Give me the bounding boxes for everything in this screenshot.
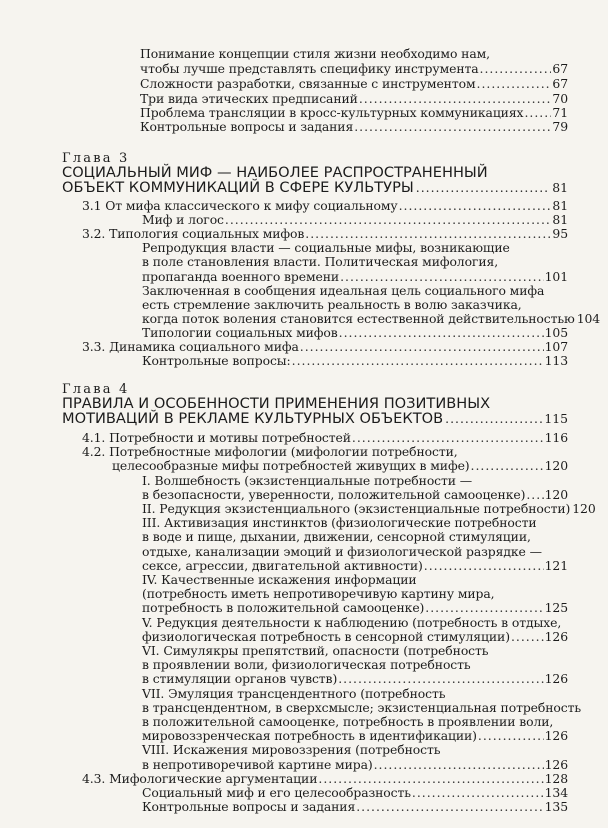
toc-entry-page: 113: [544, 353, 568, 368]
toc-entry: [142, 311, 601, 326]
toc-line: Репродукция власти — социальные мифы, возникающие: [142, 240, 510, 255]
toc-entry-title: Контрольные вопросы:: [142, 353, 291, 368]
toc-entry: [142, 488, 568, 502]
toc-line: I. Волшебность (экзистенциальные потребности —: [142, 473, 473, 488]
toc-line: Понимание концепции стиля жизни необходимо нам,: [140, 46, 490, 61]
toc-entry-title: сексе, агрессии, двигательной активности): [142, 558, 423, 573]
toc-entry-page: 121: [544, 558, 568, 573]
toc-entry-page: 71: [552, 105, 568, 120]
toc-entry: [82, 199, 568, 213]
toc-entry: [112, 459, 568, 473]
toc-entry-page: 126: [544, 629, 568, 644]
toc-line: отдыхе, канализации эмоций и физиологической разрядке —: [142, 544, 542, 559]
toc-entry-title: II. Редукция экзистенциального (экзистенциальные потребности): [142, 501, 571, 516]
toc-entry: [140, 77, 568, 91]
toc-entry: [82, 227, 568, 241]
toc-entry: [82, 431, 568, 445]
toc-entry-title: потребность в положительной самооценке): [142, 600, 425, 615]
toc-entry: [142, 354, 568, 368]
toc-entry-page: 81: [552, 198, 568, 213]
toc-entry-page: 107: [544, 339, 568, 354]
toc-entry: [140, 62, 568, 76]
toc-entry-title: Три вида этических предписаний: [140, 91, 358, 106]
toc-entry-page: 120: [544, 487, 568, 502]
toc-entry: [142, 758, 568, 772]
toc-line: 4.2. Потребностные мифологии (мифологии потребности,: [82, 444, 458, 459]
toc-entry-page: 120: [544, 458, 568, 473]
toc-entry-title: 4.1. Потребности и мотивы потребностей: [82, 430, 351, 445]
toc-entry-title: когда поток воления становится естественной действительностью: [142, 311, 575, 326]
chapter-title: ОБЪЕКТ КОММУНИКАЦИЙ В СФЕРЕ КУЛЬТУРЫ: [62, 179, 414, 196]
toc-entry-page: 104: [576, 311, 601, 326]
toc-line: VI. Симулякры препятствий, опасности (потребность: [142, 643, 489, 658]
toc-entry-page: 120: [572, 501, 596, 516]
toc-entry: [142, 326, 568, 340]
toc-entry-page: 67: [552, 76, 568, 91]
toc-line: IV. Качественные искажения информации: [142, 572, 417, 587]
toc-entry-title: физиологическая потребность в сенсорной стимуляции): [142, 629, 510, 644]
toc-entry-page: 67: [552, 61, 568, 76]
toc-entry-title: пропаганда военного времени: [142, 269, 340, 284]
toc-line: (потребность иметь непротиворечивую картину мира,: [142, 586, 495, 601]
toc-line: в положительной самооценке, потребность в проявлении воли,: [142, 714, 554, 729]
toc-entry: [82, 340, 568, 354]
toc-entry-page: 128: [544, 771, 568, 786]
toc-entry: [142, 270, 568, 284]
toc-entry-page: 116: [544, 430, 568, 445]
chapter-title: МОТИВАЦИЙ В РЕКЛАМЕ КУЛЬТУРНЫХ ОБЪЕКТОВ: [62, 410, 444, 427]
toc-entry: [140, 92, 568, 106]
toc-entry: [142, 729, 568, 743]
toc-entry-page: 115: [544, 411, 568, 426]
toc-line: в поле становления власти. Политическая мифология,: [142, 254, 499, 269]
toc-line: есть стремление заключить реальность в волю заказчика,: [142, 297, 522, 312]
toc-line: VIII. Искажения мировоззрения (потребность: [142, 742, 441, 757]
chapter-title: СОЦИАЛЬНЫЙ МИФ — НАИБОЛЕЕ РАСПРОСТРАНЕННЫЙ: [62, 164, 488, 181]
toc-entry-page: 101: [544, 269, 568, 284]
toc-entry-title: Контрольные вопросы и задания: [142, 799, 356, 814]
chapter-label: Глава 3: [62, 151, 130, 166]
toc-entry-title: Миф и логос: [142, 212, 224, 227]
toc-entry: [140, 120, 568, 134]
toc-line: в проявлении воли, физиологическая потребность: [142, 657, 471, 672]
toc-entry-title: Типологии социальных мифов: [142, 325, 338, 340]
toc-entry-page: 79: [552, 119, 568, 134]
chapter-title-entry: [62, 410, 568, 427]
toc-entry-title: чтобы лучше представлять специфику инструмента: [140, 61, 479, 76]
toc-entry-title: Контрольные вопросы и задания: [140, 119, 354, 134]
toc-entry: [142, 213, 568, 227]
toc-entry: [142, 501, 596, 516]
toc-entry-title: 3.1 От мифа классического к мифу социальному: [82, 198, 398, 213]
toc-entry-page: 105: [544, 325, 568, 340]
toc-entry: [82, 772, 568, 786]
toc-line: VII. Эмуляция трансцендентного (потребность: [142, 686, 446, 701]
toc-entry-title: мировоззренческая потребность в идентификации): [142, 728, 477, 743]
toc-entry: [142, 786, 568, 800]
toc-entry-title: в стимуляции органов чувств): [142, 671, 338, 686]
toc-entry-page: 95: [552, 226, 568, 241]
toc-line: Заключенная в сообщения идеальная цель социального мифа: [142, 283, 545, 298]
toc-entry-title: 4.3. Мифологические аргументации: [82, 771, 318, 786]
toc-entry: [142, 630, 568, 644]
toc-entry-page: 126: [544, 671, 568, 686]
toc-line: в трансцендентном, в сверхсмысле; экзистенциальная потребность: [142, 700, 582, 715]
toc-entry-title: целесообразные мифы потребностей живущих в мифе): [112, 458, 470, 473]
toc-line: в воде и пище, дыхании, движении, сенсорной стимуляции,: [142, 529, 531, 544]
chapter-label: Глава 4: [62, 382, 130, 397]
toc-entry-title: в непротиворечивой картине мира): [142, 757, 373, 772]
toc-entry: [142, 559, 568, 573]
toc-entry-page: 134: [544, 785, 568, 800]
toc-entry-page: 135: [544, 799, 568, 814]
toc-line: III. Активизация инстинктов (физиологические потребности: [142, 515, 537, 530]
toc-entry: [140, 106, 568, 120]
toc-entry-page: 126: [544, 728, 568, 743]
toc-entry: [142, 601, 568, 615]
toc-entry-title: Проблема трансляции в кросс-культурных коммуникациях: [140, 105, 524, 120]
toc-entry: [142, 800, 568, 814]
chapter-title-entry: [62, 179, 568, 196]
toc-entry-page: 125: [544, 600, 568, 615]
toc-entry-title: 3.2. Типология социальных мифов: [82, 226, 305, 241]
chapter-title: ПРАВИЛА И ОСОБЕННОСТИ ПРИМЕНЕНИЯ ПОЗИТИВНЫХ: [62, 395, 491, 412]
toc-entry-page: 81: [552, 212, 568, 227]
toc-entry-title: в безопасности, уверенности, положительной самооценке): [142, 487, 526, 502]
toc-entry-title: Социальный миф и его целесообразность: [142, 785, 411, 800]
toc-entry-page: 70: [552, 91, 568, 106]
toc-entry-title: 3.3. Динамика социального мифа: [82, 339, 299, 354]
toc-entry-page: 81: [552, 180, 568, 195]
toc-entry-title: Сложности разработки, связанные с инструментом: [140, 76, 476, 91]
toc-entry-page: 126: [544, 757, 568, 772]
toc-line: V. Редукция деятельности к наблюдению (потребность в отдыхе,: [142, 615, 562, 630]
toc-entry: [142, 672, 568, 686]
